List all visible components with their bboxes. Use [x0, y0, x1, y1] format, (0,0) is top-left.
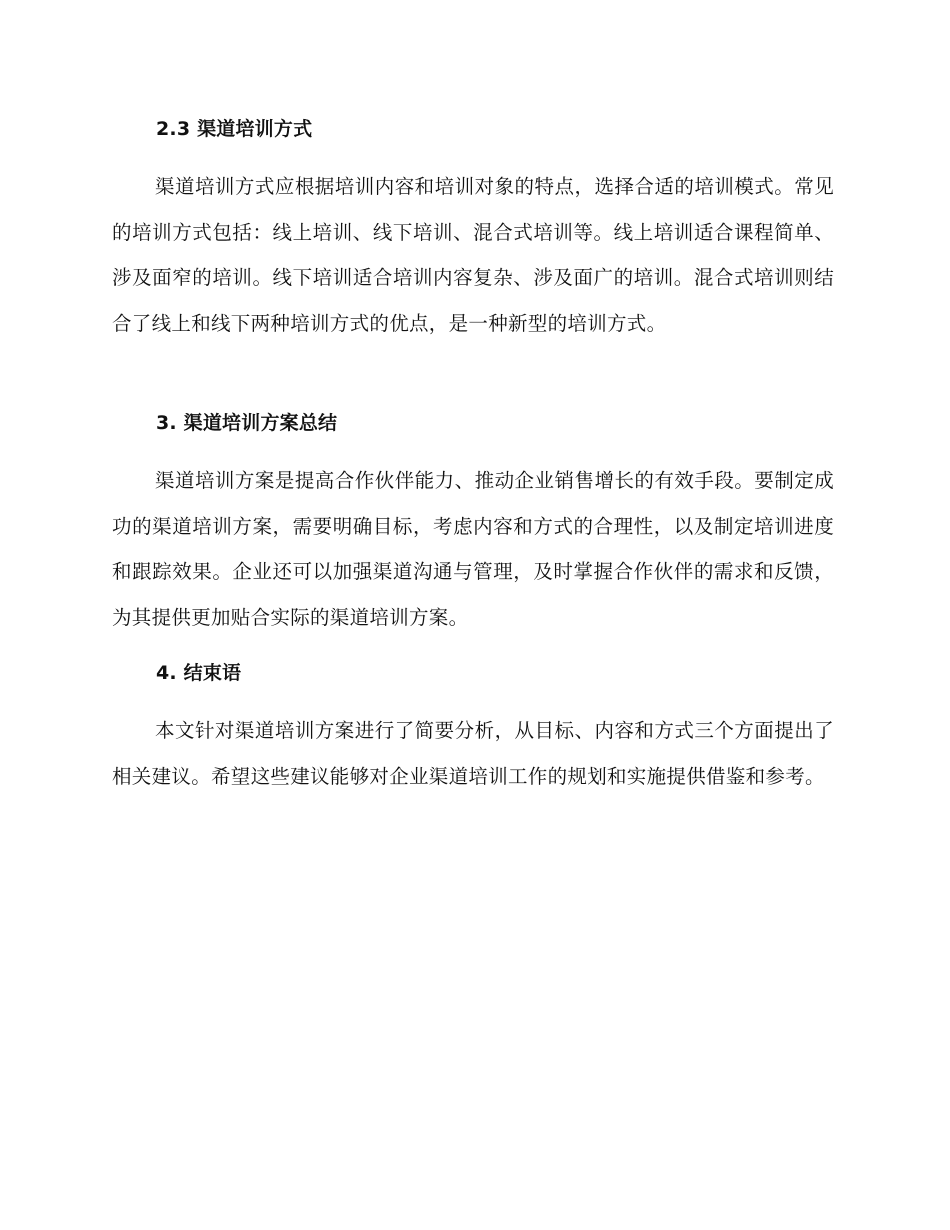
section-heading-summary: 3. 渠道培训方案总结	[156, 412, 338, 434]
section-paragraph-conclusion: 本文针对渠道培训方案进行了简要分析，从目标、内容和方式三个方面提出了相关建议。希望这些建议能够对企业渠道培训工作的规划和实施提供借鉴和参考。	[112, 719, 834, 788]
section-paragraph-summary: 渠道培训方案是提高合作伙伴能力、推动企业销售增长的有效手段。要制定成功的渠道培训方案，需要明确目标，考虑内容和方式的合理性，以及制定培训进度和跟踪效果。企业还可以加强渠道沟通与管理，及时掌握合作伙伴的需求和反馈，为其提供更加贴合实际的渠道培训方案。	[112, 469, 834, 629]
section-paragraph-training-methods: 渠道培训方式应根据培训内容和培训对象的特点，选择合适的培训模式。常见的培训方式包括：线上培训、线下培训、混合式培训等。线上培训适合课程简单、涉及面窄的培训。线下培训适合培训内容复杂、涉及面广的培训。混合式培训则结合了线上和线下两种培训方式的优点，是一种新型的培训方式。	[112, 175, 834, 335]
section-heading-training-methods: 2.3 渠道培训方式	[156, 118, 313, 140]
section-heading-conclusion: 4. 结束语	[156, 662, 242, 684]
